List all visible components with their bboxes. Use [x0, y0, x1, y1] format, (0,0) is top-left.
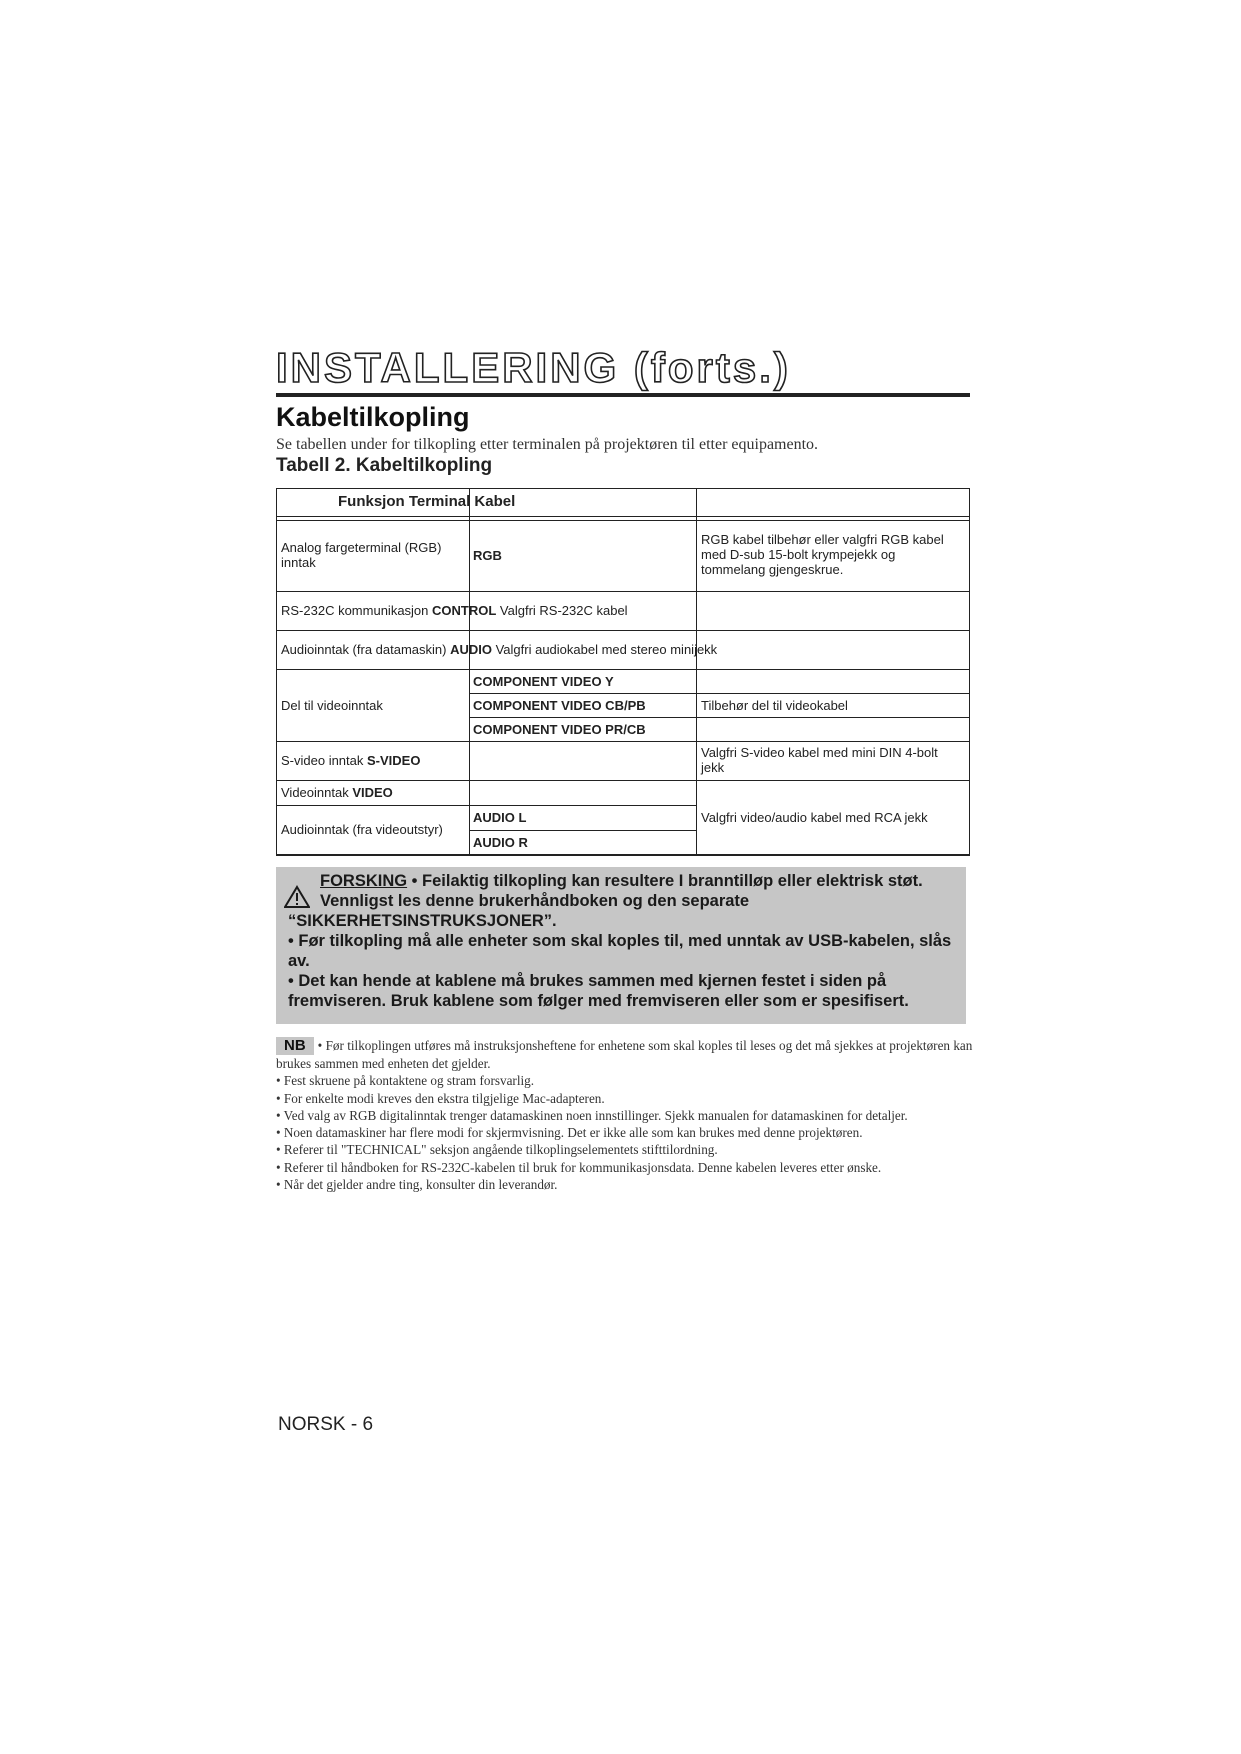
table-caption: Tabell 2. Kabeltilkopling [276, 455, 493, 476]
cell-audio-video-function: Audioinntak (fra videoutstyr) [281, 822, 443, 837]
warning-box [276, 867, 966, 1024]
rs232-cable: Valgfri RS-232C kabel [496, 603, 628, 618]
note-item: • Referer til "TECHNICAL" seksjon angående tilkoplingselementets stifttilordning. [276, 1142, 718, 1158]
audio-function: Audioinntak (fra datamaskin) [281, 642, 451, 657]
table-border-right [969, 488, 970, 856]
cell-component-cable: Tilbehør del til videokabel [701, 698, 848, 713]
page-title: INSTALLERING (forts.) [276, 344, 791, 391]
video-terminal: VIDEO [352, 785, 393, 800]
warning-line1: • Feilaktig tilkopling kan resultere I branntilløp eller elektrisk støt. [407, 872, 923, 890]
cell-rgb-cable: RGB kabel tilbehør eller valgfri RGB kabel med D-sub 15-bolt krympejekk og tommelang gjengeskrue. [701, 532, 944, 577]
table-rule [276, 516, 970, 517]
cell-audio-r: AUDIO R [473, 835, 528, 850]
cell-rgb-function: Analog fargeterminal (RGB) inntak [281, 540, 442, 570]
note-item: • Når det gjelder andre ting, konsulter din leverandør. [276, 1177, 558, 1193]
table-rule [276, 520, 970, 521]
video-function: Videoinntak [281, 785, 353, 800]
cell-svideo-function [281, 753, 420, 768]
cell-audio-l: AUDIO L [473, 810, 527, 825]
table-header: Funksjon Terminal Kabel [338, 493, 516, 510]
audio-cable: Valgfri audiokabel med stereo minijekk [491, 642, 718, 657]
table-rule [276, 741, 970, 742]
audio-terminal: AUDIO [450, 642, 492, 657]
table-col-divider [696, 488, 697, 856]
note-item: • Fest skruene på kontaktene og stram forsvarlig. [276, 1073, 535, 1089]
table-border-left [276, 488, 277, 856]
note-item: • Noen datamaskiner har flere modi for skjermvisning. Det er ikke alle som kan brukes med denne projektøren. [276, 1125, 863, 1141]
page-footer: NORSK - 6 [278, 1414, 374, 1435]
rs232-function: RS-232C kommunikasjon [281, 603, 433, 618]
cell-svideo-cable: Valgfri S-video kabel med mini DIN 4-bolt jekk [701, 745, 938, 775]
notes-section [276, 1037, 976, 1193]
cable-table [276, 488, 970, 856]
table-rule [276, 805, 696, 806]
warning-text [288, 871, 964, 1011]
title-rule [276, 393, 970, 397]
table-rule [469, 830, 696, 831]
table-border-bottom [276, 854, 970, 856]
table-col-divider [469, 488, 470, 856]
cell-component-y: COMPONENT VIDEO Y [473, 674, 614, 689]
cell-component-prcb: COMPONENT VIDEO PR/CB [473, 722, 646, 737]
note-item: • Referer til håndboken for RS-232C-kabelen til bruk for kommunikasjonsdata. Denne kabelen leveres etter ønske. [276, 1159, 882, 1175]
table-rule [276, 591, 970, 592]
note-item: • For enkelte modi kreves den ekstra tilgjelige Mac-adapteren. [276, 1090, 605, 1106]
note-item: • Før tilkoplingen utføres må instruksjonsheftene for enhetene som skal koples til leses og det må sjekkes at projektøren kan brukes sammen med enheten det gjelder. [276, 1038, 973, 1071]
cell-rs232-row [281, 603, 628, 618]
cell-audio-row [281, 642, 717, 657]
cell-audio-video-cable: Valgfri video/audio kabel med RCA jekk [701, 810, 928, 825]
cell-component-cbpb: COMPONENT VIDEO CB/PB [473, 698, 646, 713]
warning-line3: “SIKKERHETSINSTRUKSJONER”. [288, 912, 557, 930]
table-rule [469, 693, 970, 694]
svideo-function: S-video inntak [281, 753, 367, 768]
note-item: • Ved valg av RGB digitalinntak trenger datamaskinen noen innstillinger. Sjekk manualen for datamaskinen for detaljer. [276, 1107, 908, 1123]
table-rule [276, 669, 970, 670]
section-title: Kabeltilkopling [276, 402, 470, 432]
cell-rgb-terminal: RGB [473, 548, 502, 563]
cell-component-function: Del til videoinntak [281, 698, 383, 713]
cell-video-function [281, 785, 393, 800]
svideo-terminal: S-VIDEO [367, 753, 421, 768]
nb-label: NB [276, 1037, 314, 1055]
warning-label: FORSKING [320, 872, 408, 890]
table-rule [276, 630, 970, 631]
table-border-top [276, 488, 970, 489]
table-rule [469, 717, 970, 718]
intro-text: Se tabellen under for tilkopling etter terminalen på projektøren til etter equipamento. [276, 436, 819, 453]
rs232-terminal: CONTROL [432, 603, 497, 618]
table-rule [276, 780, 970, 781]
warning-bullet2: • Før tilkopling må alle enheter som skal koples til, med unntak av USB-kabelen, slås av. [288, 932, 952, 970]
warning-bullet3: • Det kan hende at kablene må brukes sammen med kjernen festet i siden på fremviseren. Bruk kablene som følger med fremviseren eller som er spesifisert. [288, 972, 909, 1010]
warning-line2: Vennligst les denne brukerhåndboken og den separate [320, 892, 750, 910]
